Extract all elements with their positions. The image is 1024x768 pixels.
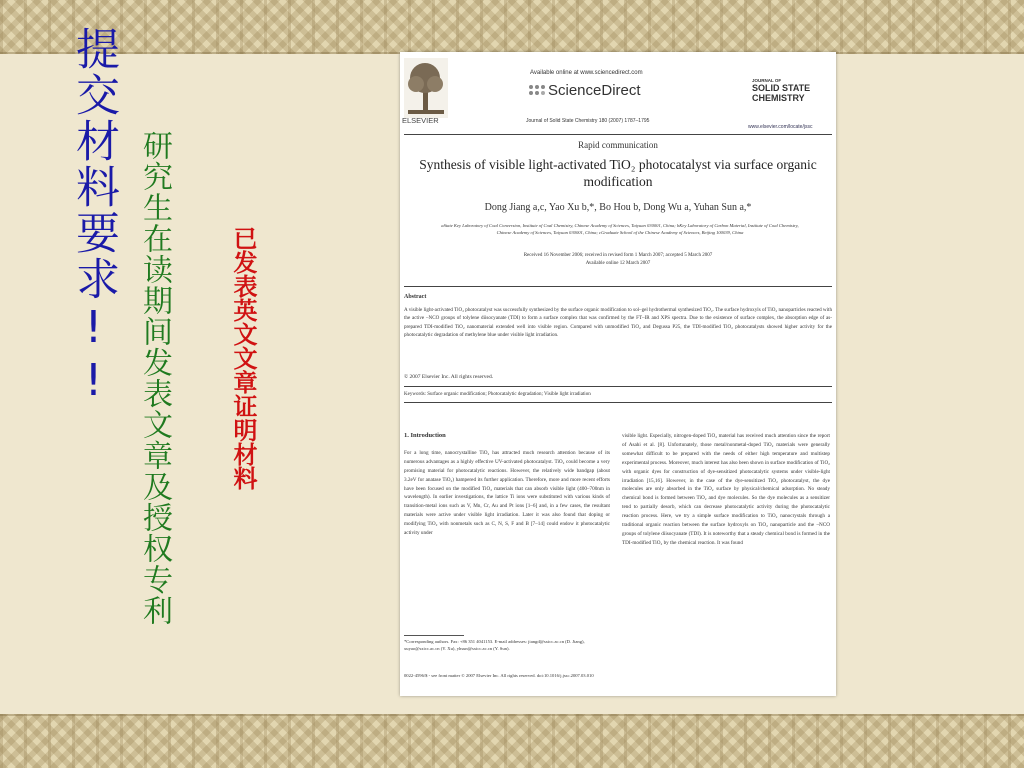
slide-main-title: 提交材料要求!! [68, 26, 119, 408]
paper-title: Synthesis of visible light-activated TiO₂ photocatalyst via surface organic modification [419, 157, 817, 189]
available-online-line: Available online at www.sciencedirect.com [530, 70, 643, 76]
footnote-issn: 0022-4596/$ - see front matter © 2007 Elsevier Inc. All rights reserved. doi:10.1016/j.jssc.2007.03.010 [404, 673, 594, 678]
body-column-left [404, 432, 610, 538]
intro-text-left: For a long time, nanocrystalline TiO₂ has attracted much research attention because of its numerous advantages as a highly effective UV-activated photocatalyst. TiO₂ could become a very promising material for photocatalytic reactions. However, the relatively wide bandgap (about 3.2eV for anatase TiO₂) hampered its further application. Therefore, more and more recent efforts have been focused on the modified TiO₂ materials that can absorb visible light (400–700nm in wavelength). In earlier investigations, the lattice Ti ions were substituted with various kinds of transition-metal ions such as V, Mn, Cr, Au and Pt ions [1–6] and, in a few cases, the resultant materials were active under visible light irradiation. Later it was also found that doping or modifying TiO₂ with nonmetals such as C, N, S, F and B [7–14] could endow it photocatalytic activity under [404, 449, 610, 537]
elsevier-tree-logo [404, 58, 448, 118]
footnote-rule [404, 635, 464, 636]
abstract-rule [404, 286, 832, 287]
available-line: Available online 12 March 2007 [585, 261, 651, 266]
journal-name: SOLID STATE CHEMISTRY [752, 83, 811, 103]
footnote-corresponding: *Corresponding authors. Fax: +86 351 4041153. E-mail addresses: jiangd@sxicc.ac.cn (D. Jiang), xuyao@sxicc.ac.cn (Y. Xu), yhsun@sxicc.ac.cn (Y. Sun). [404, 639, 585, 651]
keywords-rule-bottom [404, 402, 832, 403]
abstract-heading: Abstract [404, 294, 427, 300]
paper-authors: Dong Jiang a,c, Yao Xu b,*, Bo Hou b, Dong Wu a, Yuhan Sun a,* [484, 202, 752, 213]
abstract-body: A visible light-activated TiO₂ photocatalyst was successfully synthesized by the surface organic modification to sol–gel hydrothermal synthesized TiO₂. The surface hydroxyls of TiO₂ nanoparticles reacted with the active –NCO groups of tolylene diisocyanate (TDI) to form a surface complex that was confirmed by the FT–IR and XPS spectra. Due to the existence of surface complex, the absorption edge of as-prepared TDI-modified TiO₂ nanomaterial extended well into visible region. Compared with unmodified TiO₂ and Degussa P25, the TDI-modified TiO₂ photocatalysts showed higher activity for the photocatalytic degradation of methylene blue under visible light irradiation. [404, 307, 832, 338]
sciencedirect-wordmark: ScienceDirect [548, 82, 641, 99]
journal-reference: Journal of Solid State Chemistry 180 (2007) 1787–1795 [526, 118, 650, 124]
keywords-line: Keywords: Surface organic modification; Photocatalytic degradation; Visible light irradiation [404, 392, 591, 397]
publisher-name: ELSEVIER [402, 116, 439, 125]
received-dates [400, 252, 836, 268]
paper-scan [400, 52, 836, 696]
top-border-band [0, 0, 1024, 54]
sciencedirect-dots-icon [528, 84, 546, 98]
bottom-border-band [0, 714, 1024, 768]
evidence-label: 已发表英文文章证明材料 [229, 226, 257, 490]
slide-subtitle: 研究生在读期间发表文章及授权专利 [137, 130, 172, 626]
body-column-right: visible light. Especially, nitrogen-doped TiO₂ material has received much attention since the report of Asahi et al. [8]. Unfortunately, those metal/nonmetal-doped TiO₂ materials were generally somewhat difficult to be prepared with the needs of either high temperature and multistep experimental process. Moreover, much interest has also been shown in surface modification of TiO₂ with organic dyes for construction of dye-sensitized photocatalytic systems under visible-light irradiation [15,16]. However, in the case of the dye-sensitized TiO₂ photocatalyst, the dye molecules are only absorbed in the TiO₂ surface by physical/chemical adsorption. No steady chemical bond is formed between TiO₂ and dye molecules. So the dye molecules as a sensitizer tend to partially desorb, which can decrease photocatalytic activity during the photocatalytic reaction process. Here, we try a simple surface modification to TiO₂ nanocrystals through a traditional organic reaction between the surface hydroxyls on TiO₂ nanoparticle and the –NCO groups of tolylene diisocyanate (TDI). It is noteworthy that a steady chemical bond is formed in the TDI-modified TiO₂ by the chemical reaction. It was found [622, 433, 830, 546]
paper-affiliations: aState Key Laboratory of Coal Conversion, Institute of Coal Chemistry, Chinese Academy of Sciences, Taiyuan 030001, China; bKey Laboratory of Carbon Material, Institute of Coal Chemistry, Chinese Academy of Sciences, Taiyuan 030001, China; cGraduate School of the Chinese Academy of Sciences, Beijing 100039, China [441, 223, 799, 235]
section-label: Rapid communication [578, 140, 658, 150]
keywords-rule-top [404, 386, 832, 387]
journal-url: www.elsevier.com/locate/jssc [748, 124, 813, 130]
received-line: Received 16 November 2006; received in revised form 1 March 2007; accepted 5 March 2007 [523, 253, 713, 258]
header-rule [404, 134, 832, 135]
intro-heading: 1. Introduction [404, 432, 446, 439]
copyright-line: © 2007 Elsevier Inc. All rights reserved. [404, 374, 494, 380]
journal-masthead [752, 78, 832, 103]
journal-of-label: JOURNAL OF [752, 78, 782, 83]
